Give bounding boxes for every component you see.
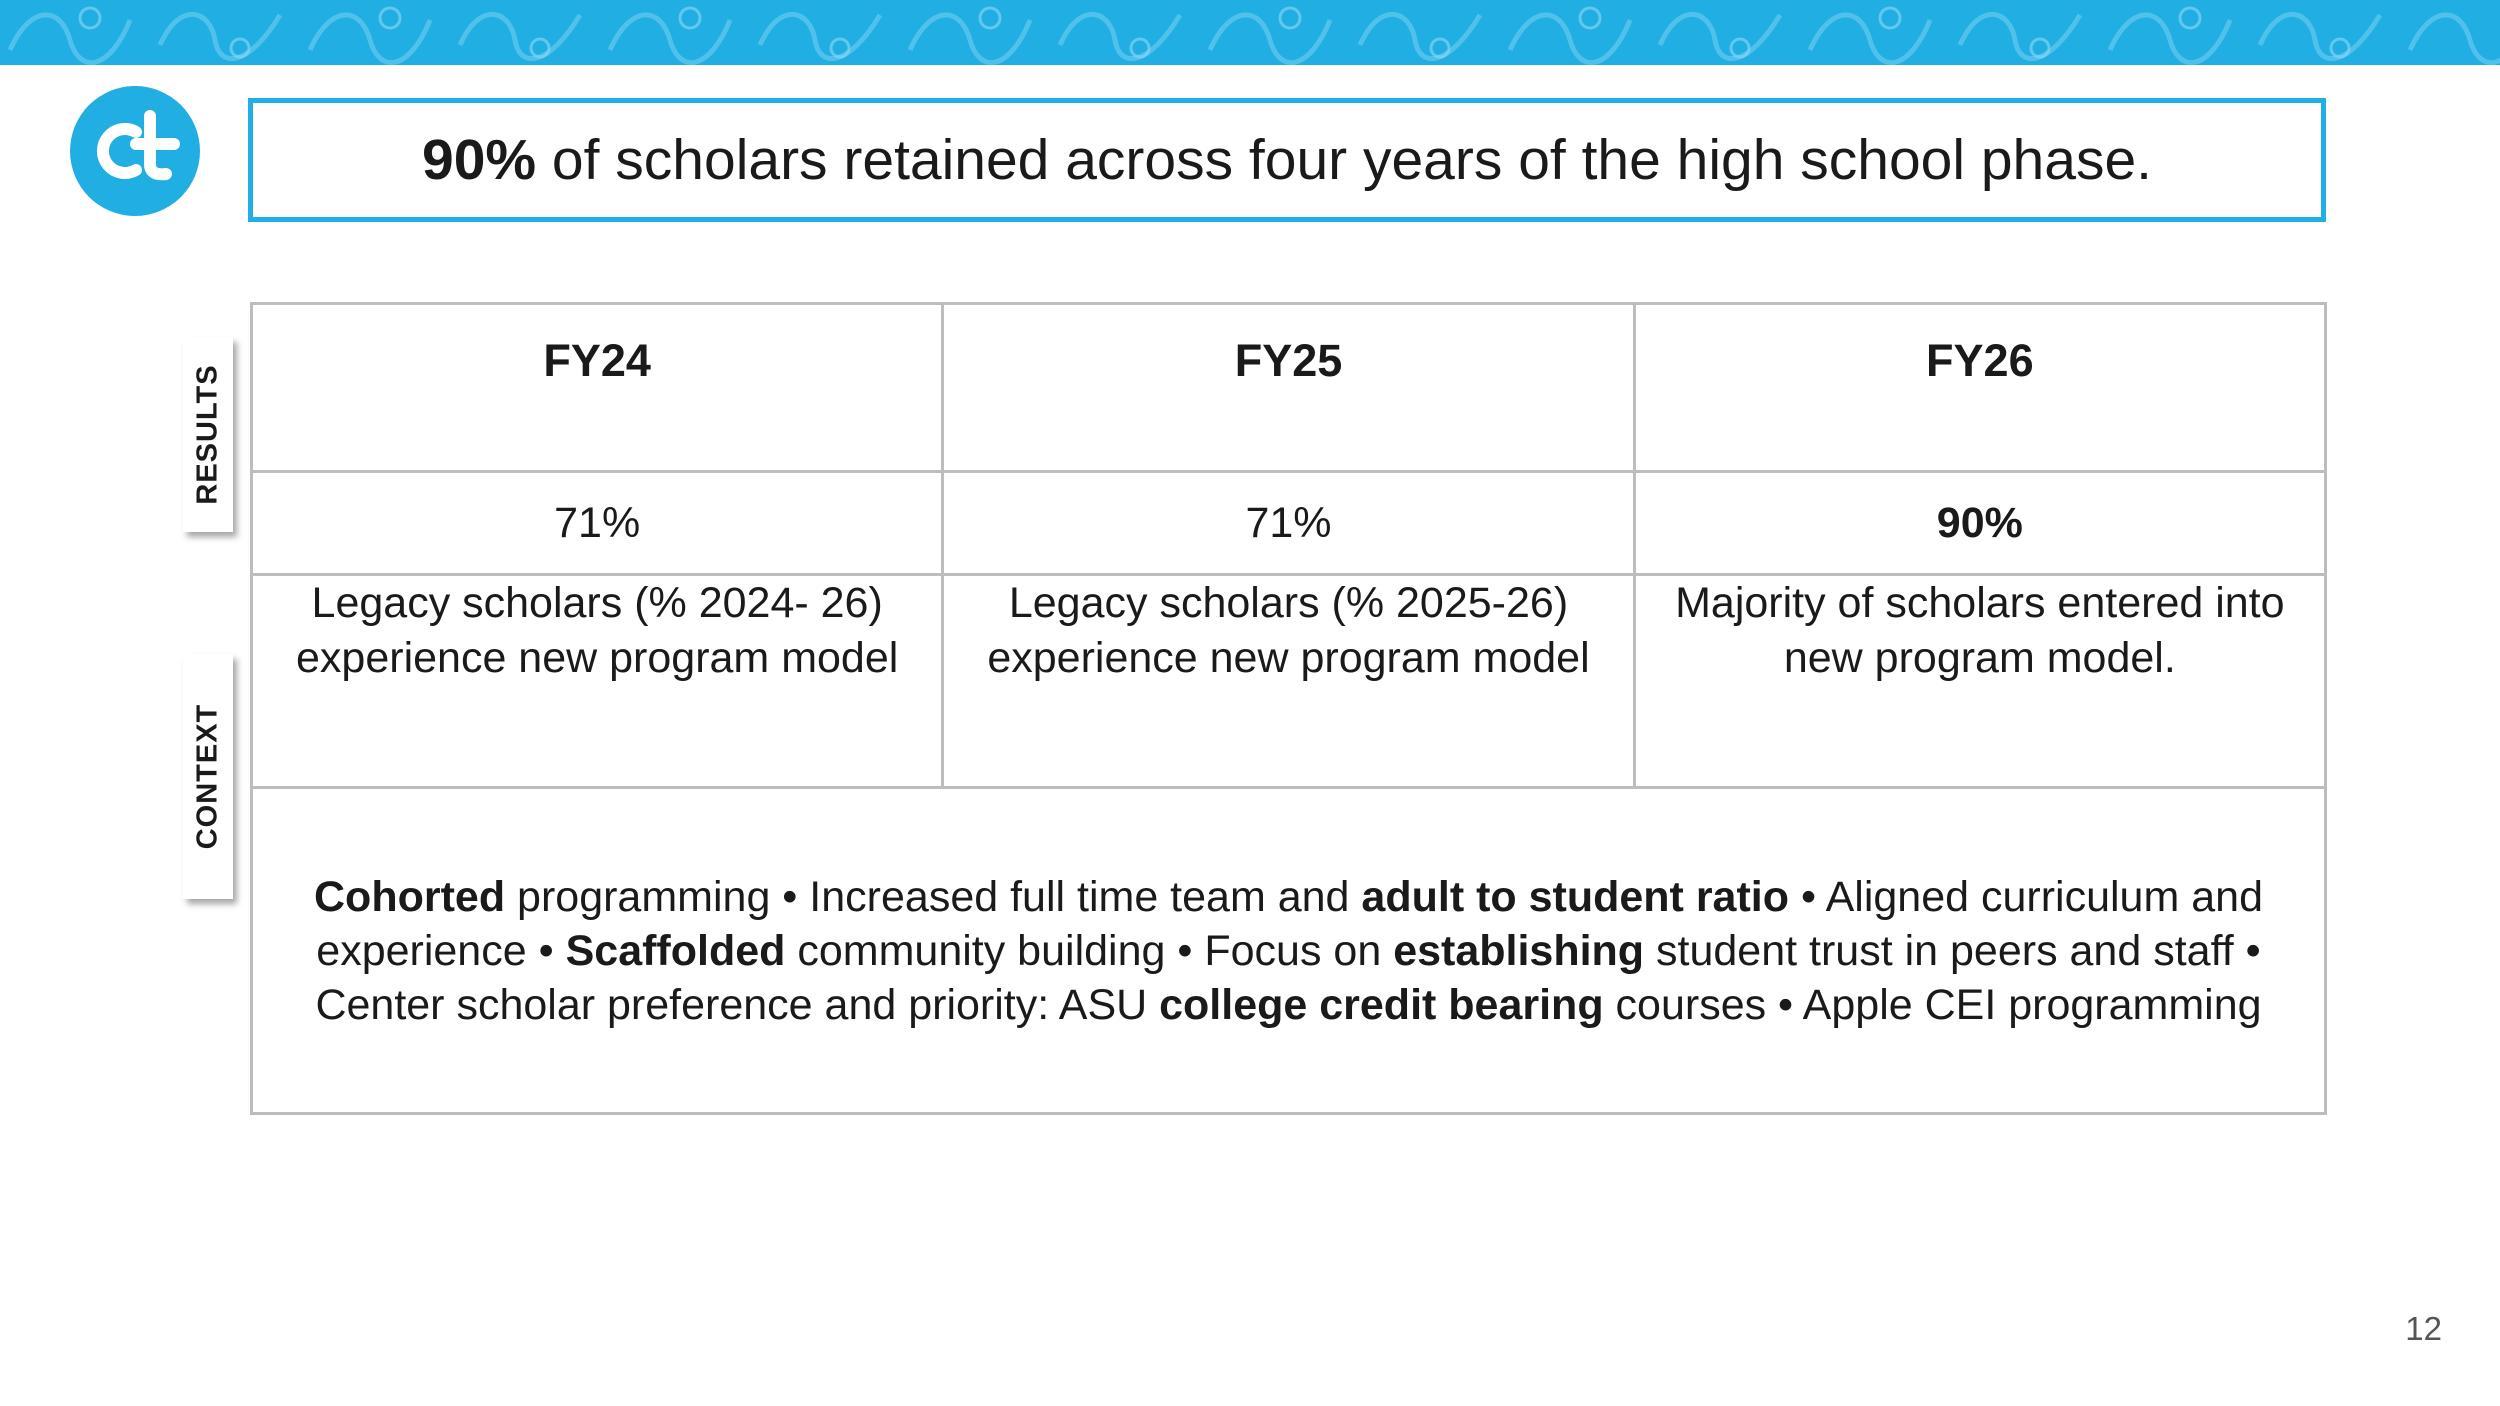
results-tab-label [183,337,233,532]
column-header-fy25: FY25 [943,304,1634,472]
table-header-row [252,304,2326,472]
column-header-fy24: FY24 [252,304,943,472]
context-bold: adult to student ratio [1361,872,1790,921]
headline-highlight: 90% [422,128,537,192]
context-bold: Cohorted [314,872,506,921]
context-cell [252,788,2326,1114]
results-table [250,302,2327,1115]
context-tab-label [183,654,233,899]
description-fy24 [252,575,943,788]
headline-callout [248,98,2326,222]
context-bold: college credit bearing [1159,980,1604,1029]
top-decorative-band [0,0,2500,65]
swirl-pattern-icon [0,0,2500,65]
context-text: student trust in peers and staff • Center scholar preference and priority: ASU [315,926,2261,1029]
context-label: CONTEXT [191,703,224,850]
page-number: 12 [2405,1310,2442,1347]
context-text: community building • Focus on [785,926,1394,975]
context-row [252,788,2326,1114]
description-row [252,575,2326,788]
context-text: courses • Apple CEI programming [1603,980,2262,1029]
context-text: programming • Increased full time team and [505,872,1362,921]
context-bold: establishing [1393,926,1645,975]
column-header-fy26: FY26 [1634,304,2325,472]
brand-logo [70,86,200,216]
ct-logo-icon [70,86,200,216]
description-line: experience new program model [296,634,899,682]
description-line: Legacy scholars (% 2024- 26) [311,579,883,627]
results-label: RESULTS [191,364,224,505]
retention-fy24: 71% [252,472,943,575]
retention-fy25: 71% [943,472,1634,575]
context-text: • Aligned curriculum and experience • [316,872,2263,975]
description-line: new program model. [1783,634,2176,682]
description-line: Majority of scholars entered into [1675,579,2285,627]
description-line: Legacy scholars (% 2025-26) [1008,579,1569,627]
description-fy25 [943,575,1634,788]
retention-fy26: 90% [1634,472,2325,575]
retention-row [252,472,2326,575]
context-bold: Scaffolded [565,926,786,975]
description-fy26 [1634,575,2325,788]
headline-text: of scholars retained across four years of the high school phase. [536,128,2152,192]
description-line: experience new program model [987,634,1590,682]
